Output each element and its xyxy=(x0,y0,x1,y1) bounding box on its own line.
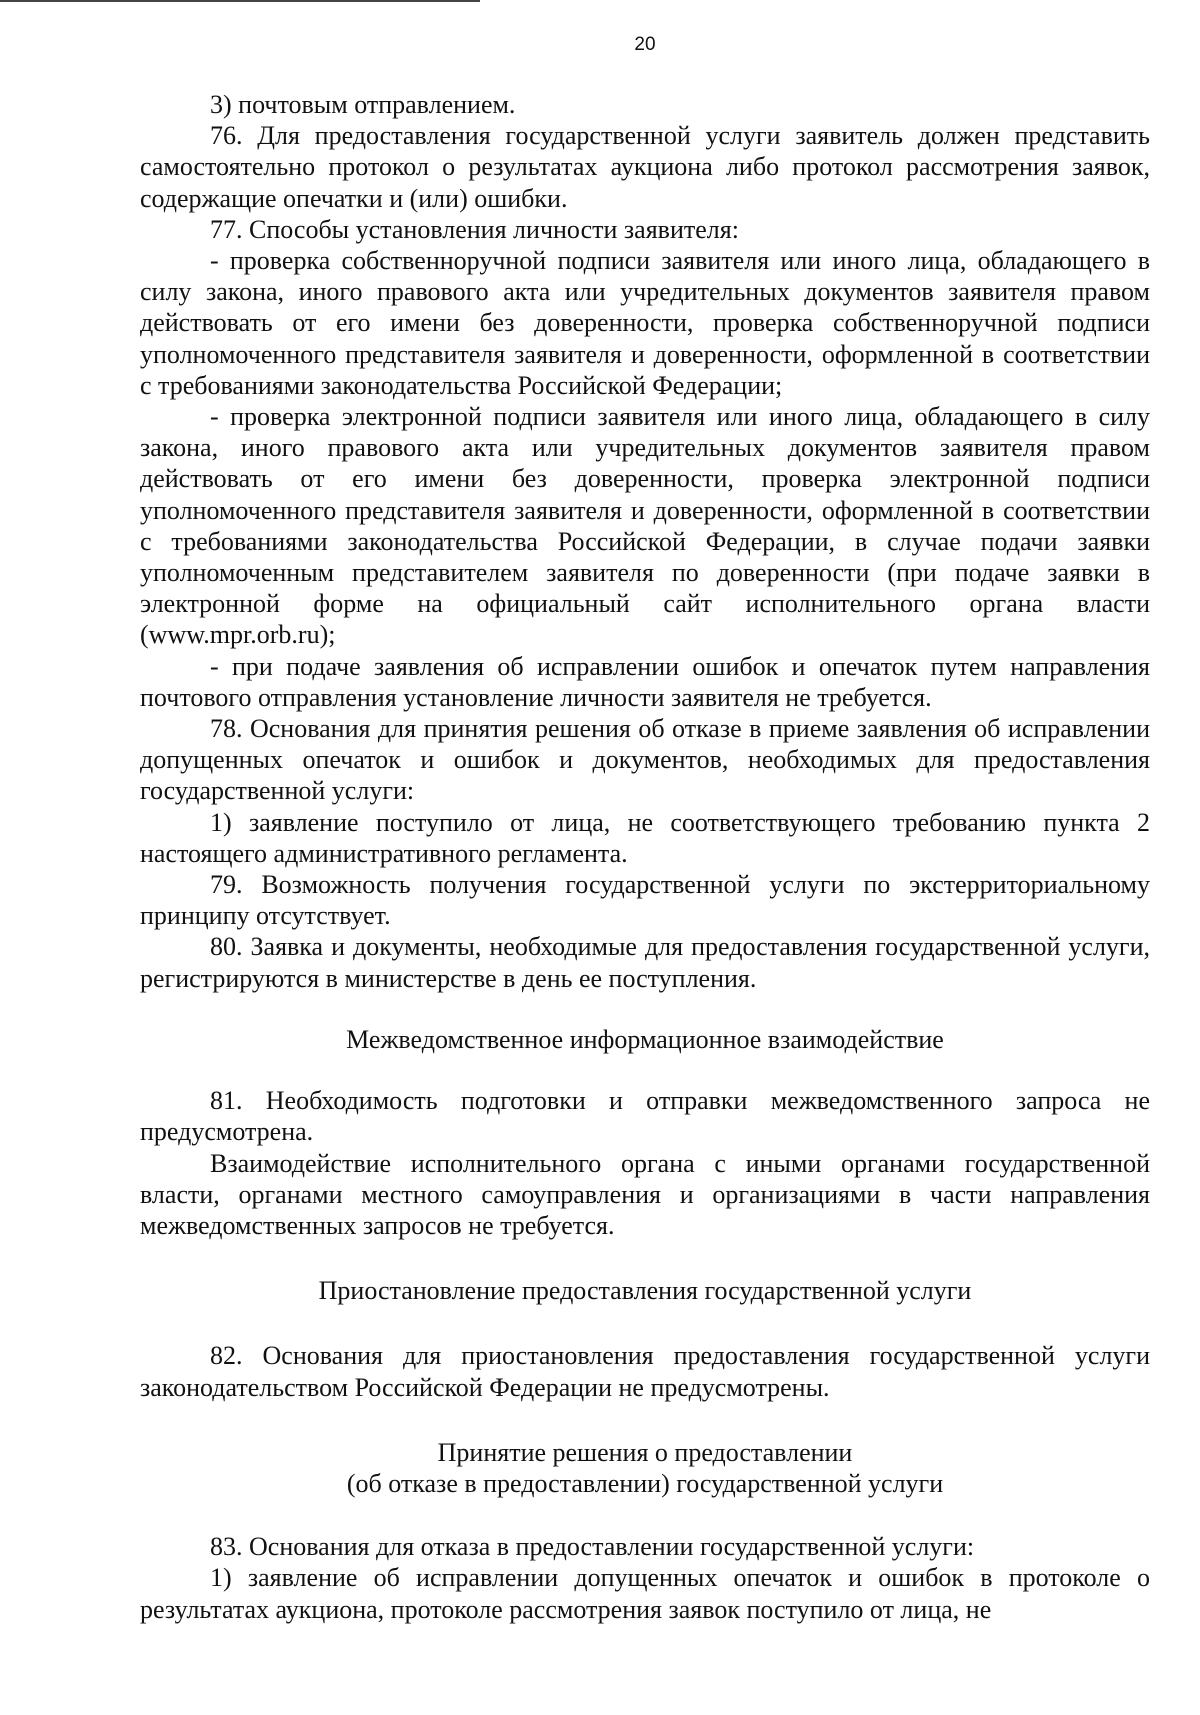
paragraph: 77. Способы установления личности заявителя: xyxy=(210,214,739,244)
paragraph: - проверка собственноручной подписи заявителя или иного лица, обладающего в силу закона, иного правового акта или учредительных документов заявителя правом действовать от его имени без доверенности, проверка собственноручной подписи уполномоченного представителя заявителя и доверенности, оформленной в соответствии с требованиями законодательства Российской Федерации; xyxy=(140,246,1150,400)
page-number: 20 xyxy=(634,34,656,55)
document-body xyxy=(140,89,1150,1625)
paragraph: 80. Заявка и документы, необходимые для предоставления государственной услуги, регистрируются в министерстве в день ее поступления. xyxy=(140,932,1150,993)
paragraph: - проверка электронной подписи заявителя или иного лица, обладающего в силу закона, иного правового акта или учредительных документов заявителя правом действовать от его имени без доверенности, проверка электронной подписи уполномоченного представителя заявителя и доверенности, оформленной в соответствии с требованиями законодательства Российской Федерации, в случае подачи заявки уполномоченным представителем заявителя по доверенности (при подаче заявки в электронной форме на официальный сайт исполнительного органа власти (www.mpr.orb.ru); xyxy=(140,402,1150,650)
paragraph: 3) почтовым отправлением. xyxy=(210,90,516,119)
scan-top-edge xyxy=(0,0,480,2)
paragraph: 1) заявление поступило от лица, не соответствующего требованию пункта 2 настоящего административного регламента. xyxy=(140,807,1150,868)
paragraph: 76. Для предоставления государственной услуги заявитель должен представить самостоятельно протокол о результатах аукциона либо протокол рассмотрения заявок, содержащие опечатки и (или) ошибки. xyxy=(140,121,1150,213)
section-heading: Приостановление предоставления государственной услуги xyxy=(318,1276,972,1306)
paragraph: 78. Основания для принятия решения об отказе в приеме заявления об исправлении допущенных опечаток и ошибок и документов, необходимых для предоставления государственной услуги: xyxy=(140,714,1150,806)
heading-line: Принятие решения о предоставлении xyxy=(437,1437,853,1467)
paragraph: 81. Необходимость подготовки и отправки межведомственного запроса не предусмотрена. xyxy=(140,1086,1150,1147)
heading-line: (об отказе в предоставлении) государственной услуги xyxy=(346,1468,944,1498)
paragraph: 82. Основания для приостановления предоставления государственной услуги законодательством Российской Федерации не предусмотрены. xyxy=(140,1341,1150,1402)
paragraph: - при подаче заявления об исправлении ошибок и опечаток путем направления почтового отправления установление личности заявителя не требуется. xyxy=(140,651,1150,712)
paragraph: 1) заявление об исправлении допущенных опечаток и ошибок в протоколе о результатах аукциона, протоколе рассмотрения заявок поступило от лица, не xyxy=(140,1563,1150,1624)
section-heading: Межведомственное информационное взаимодействие xyxy=(346,1024,944,1054)
section-heading xyxy=(140,1437,1150,1499)
paragraph: 83. Основания для отказа в предоставлении государственной услуги: xyxy=(210,1532,975,1562)
paragraph: Взаимодействие исполнительного органа с иными органами государственной власти, органами местного самоуправления и организациями в части направления межведомственных запросов не требуется. xyxy=(140,1148,1150,1240)
paragraph: 79. Возможность получения государственной услуги по экстерриториальному принципу отсутствует. xyxy=(140,870,1150,931)
